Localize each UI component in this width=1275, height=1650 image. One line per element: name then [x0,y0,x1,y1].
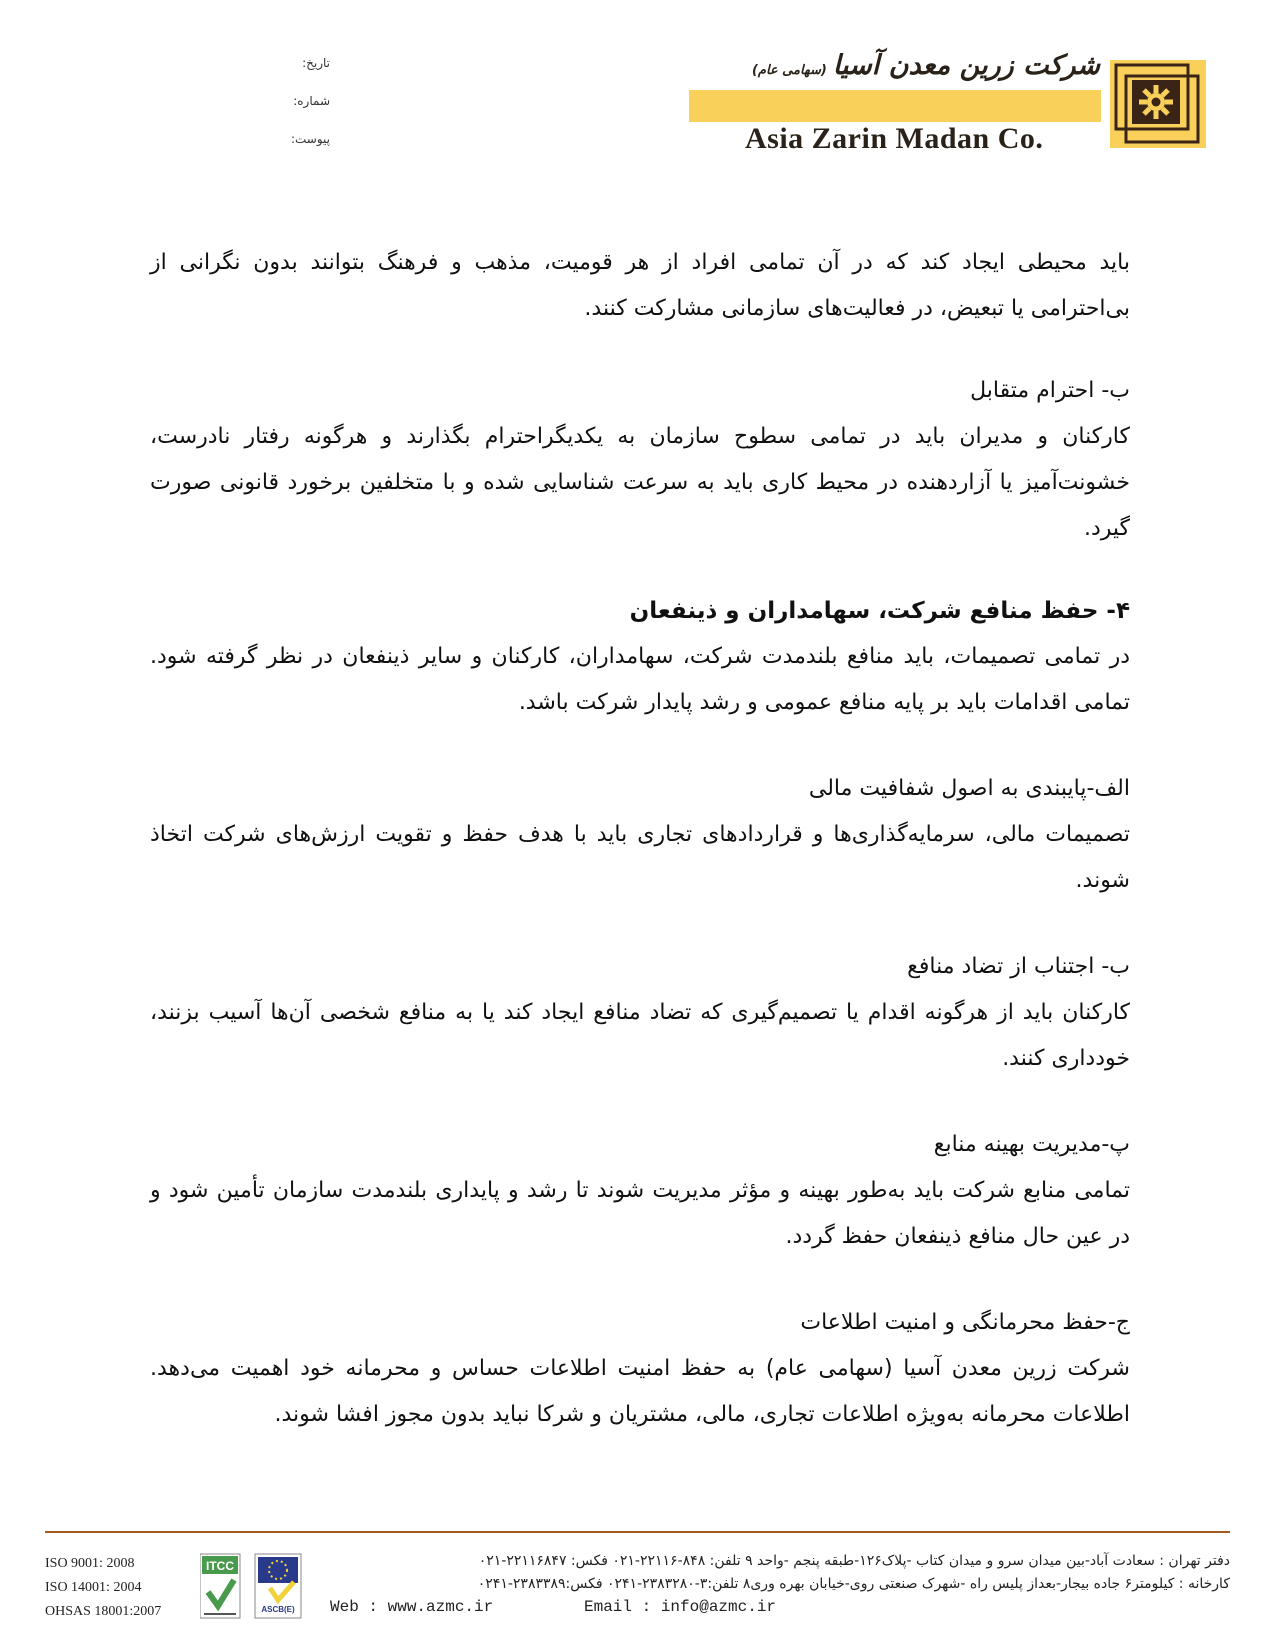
paragraph-conflict-of-interest: کارکنان باید از هرگونه اقدام یا تصمیم‌گیری که تضاد منافع ایجاد کند یا به منافع شخصی آن‌ها آسیب بزنند، خودداری کنند. [150,1000,1130,1071]
meta-date-label: تاریخ: [302,56,330,70]
paragraph-intro: باید محیطی ایجاد کند که در آن تمامی افراد از هر قومیت، مذهب و فرهنگ بتوانند بدون نگرانی از بی‌احترامی یا تبعیض، در فعالیت‌های سازمانی مشارکت کنند. [150,250,1130,321]
ascb-badge-icon [255,1554,301,1618]
iso-certifications [45,1552,161,1624]
iso-9001: ISO 9001: 2008 [45,1556,135,1571]
iso-14001: ISO 14001: 2004 [45,1580,142,1595]
itcc-badge-icon [200,1554,240,1618]
paragraph-financial-transparency: تصمیمات مالی، سرمایه‌گذاری‌ها و قراردادهای تجاری باید با هدف حفظ و تقویت ارزش‌های شرکت اتخاذ شوند. [150,822,1130,893]
company-name-fa [680,50,1100,81]
company-name-en: Asia Zarin Madan Co. [745,122,1044,155]
ohsas-18001: OHSAS 18001:2007 [45,1604,162,1619]
certification-badges [200,1552,315,1622]
paragraph-resource-management: تمامی منابع شرکت باید به‌طور بهینه و مؤثر مدیریت شوند تا رشد و پایداری بلندمدت سازمان تأمین شود و در عین حال منافع ذینفعان حفظ گردد. [150,1178,1130,1249]
itcc-badge-label: ITCC [206,1559,234,1573]
company-name-fa-main: شرکت زرین معدن آسیا [832,50,1100,81]
meta-attachment-label: پیوست: [290,132,330,146]
factory-address: کارخانه : کیلومتر۶ جاده بیجار-بعداز پلیس راه -شهرک صنعتی روی-خیابان بهره وری۸ تلفن:۳-۲۳۸۳۲۸۰-۰۲۴۱ فکس:۲۳۸۳۳۸۹-۰۲۴۱ [477,1576,1230,1592]
ascb-badge-label: ASCB(E) [261,1605,295,1614]
paragraph-mutual-respect: کارکنان و مدیران باید در تمامی سطوح سازمان به یکدیگراحترام بگذارند و هرگونه رفتار نادرست، خشونت‌آمیز یا آزاردهنده در محیط کاری باید به سرعت شناسایی شده و با متخلفین برخورد قانونی صورت گیرد. [150,424,1130,541]
section-title-mutual-respect: ب- احترام متقابل [970,378,1130,403]
footer-divider [45,1531,1230,1533]
heading-section-4: ۴- حفظ منافع شرکت، سهامداران و ذینفعان [629,598,1130,624]
document-body [150,240,1130,1438]
section-title-resource-management: پ-مدیریت بهینه منابع [933,1132,1130,1157]
gear-sun-icon [1110,60,1206,148]
paragraph-confidentiality: شرکت زرین معدن آسیا (سهامی عام) به حفظ امنیت اطلاعات حساس و محرمانه خود اهمیت می‌دهد. اطلاعات محرمانه به‌ویژه اطلاعات تجاری، مالی، مشتریان و شرکا نباید بدون مجوز افشا شوند. [150,1356,1130,1427]
tehran-office-address: دفتر تهران : سعادت آباد-بین میدان سرو و میدان کتاب -پلاک۱۲۶-طبقه پنجم -واحد ۹ تلفن: ۸۴۸-۲۲۱۱۶-۰۲۱ فکس: ۲۲۱۱۶۸۴۷-۰۲۱ [478,1553,1230,1569]
section-title-conflict-of-interest: ب- اجتناب از تضاد منافع [907,954,1130,979]
section-title-confidentiality: ج-حفظ محرمانگی و امنیت اطلاعات [800,1310,1130,1335]
company-type-fa: (سهامی عام) [751,63,827,78]
email-link[interactable]: Email : info@azmc.ir [584,1598,777,1616]
section-title-financial-transparency: الف-پایبندی به اصول شفافیت مالی [808,776,1130,801]
website-link[interactable]: Web : www.azmc.ir [330,1598,494,1616]
letter-meta [262,56,330,170]
footer-addresses [325,1550,1230,1596]
logo-yellow-bar [689,90,1101,122]
meta-number-label: شماره: [293,94,330,108]
paragraph-section-4: در تمامی تصمیمات، باید منافع بلندمدت شرکت، سهامداران، کارکنان و سایر ذینفعان در نظر گرفته شود. تمامی اقدامات باید بر پایه منافع عمومی و رشد پایدار شرکت باشد. [150,644,1130,715]
